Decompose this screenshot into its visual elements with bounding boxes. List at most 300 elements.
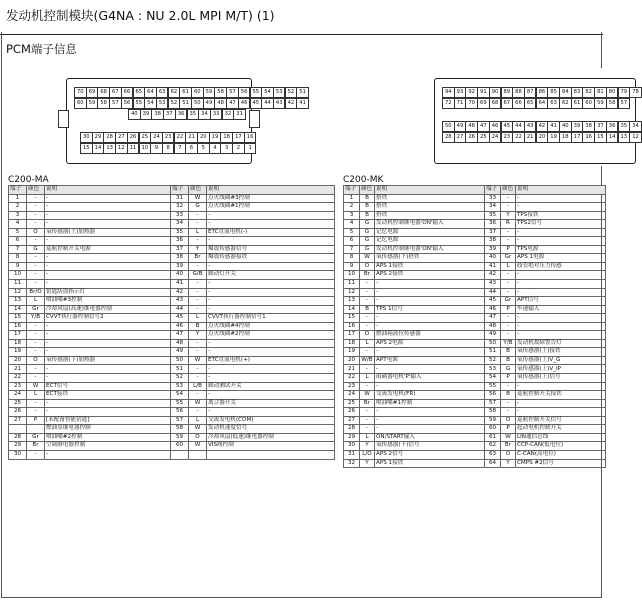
color-cell: Y/B (501, 339, 516, 348)
table-row (9, 271, 335, 280)
connector-ma-pin: 67 (109, 87, 122, 98)
color-cell: Y (189, 245, 207, 254)
color-cell: - (189, 339, 207, 348)
connector-mk-pin: 47 (477, 121, 490, 132)
description-cell: 氧传感器(上)信号 (516, 374, 606, 383)
description-cell: - (207, 280, 335, 289)
description-cell: APS 2接铁 (375, 271, 485, 280)
terminal-cell: 25 (344, 399, 360, 408)
section-title: PCM端子信息 (6, 42, 77, 56)
description-cell: 搭铁 (375, 203, 485, 212)
terminal-cell: 60 (485, 425, 501, 434)
table-row (344, 399, 606, 408)
terminal-cell: 24 (344, 391, 360, 400)
connector-ma-pin: 12 (115, 143, 128, 154)
color-cell: Br (360, 399, 375, 408)
terminal-cell (9, 425, 27, 434)
terminal-cell: 22 (9, 374, 27, 383)
description-cell: - (207, 365, 335, 374)
connector-mk-pin: 62 (559, 98, 572, 109)
color-cell: - (27, 211, 45, 220)
terminal-cell: 47 (485, 314, 501, 323)
color-cell: G (360, 228, 375, 237)
color-cell: Gr (27, 433, 45, 442)
terminal-cell: 29 (9, 442, 27, 451)
description-cell: 喷油嘴#2控制 (45, 433, 171, 442)
terminal-cell: 64 (485, 459, 501, 468)
column-header: 端子 (485, 186, 501, 195)
terminal-cell: 59 (485, 416, 501, 425)
color-cell: O (360, 331, 375, 340)
description-cell: - (375, 425, 485, 434)
description-cell: 燃油箱液位传感器 (375, 331, 485, 340)
connector-ma-pin: 36 (175, 109, 188, 120)
table-row (9, 203, 335, 212)
description-cell: - (516, 408, 606, 417)
description-cell: 空调继电器控制 (45, 442, 171, 451)
color-cell: W (27, 382, 45, 391)
terminal-cell: 9 (344, 262, 360, 271)
description-cell: - (45, 280, 171, 289)
connector-ma-pin: 2 (232, 143, 245, 154)
description-cell: 爆震传感器接铁 (207, 254, 335, 263)
terminal-cell: 38 (485, 237, 501, 246)
description-cell: - (516, 322, 606, 331)
terminal-cell: 10 (9, 271, 27, 280)
terminal-cell: 17 (9, 331, 27, 340)
connector-ma-pin: 20 (197, 132, 210, 143)
color-cell: P (501, 374, 516, 383)
description-cell: 制动测试开关 (207, 382, 335, 391)
connector-ma-tab-left (58, 110, 69, 128)
description-cell: - (207, 339, 335, 348)
color-cell: Y (360, 459, 375, 468)
table-row (344, 220, 606, 229)
table-row (344, 280, 606, 289)
terminal-cell: 26 (344, 408, 360, 417)
color-cell: L (501, 262, 516, 271)
terminal-cell: 61 (485, 433, 501, 442)
color-cell: P (501, 305, 516, 314)
terminal-cell: 42 (171, 288, 189, 297)
table-row (344, 425, 606, 434)
connector-mk-pin: 90 (489, 87, 502, 98)
connector-mk-pin: 44 (512, 121, 525, 132)
color-cell: - (27, 254, 45, 263)
connector-ma-pin: 41 (296, 98, 309, 109)
table-row (344, 391, 606, 400)
color-cell: - (27, 339, 45, 348)
description-cell: 记忆电源 (375, 228, 485, 237)
terminal-cell: 57 (485, 399, 501, 408)
color-cell: B (189, 322, 207, 331)
terminal-cell: 5 (344, 228, 360, 237)
terminal-cell: 50 (485, 339, 501, 348)
description-cell: APT信号 (516, 297, 606, 306)
color-cell: O (27, 228, 45, 237)
terminal-cell: 60 (171, 442, 189, 451)
terminal-cell: 2 (344, 203, 360, 212)
description-cell: - (45, 450, 171, 459)
description-cell: - (45, 194, 171, 203)
terminal-cell: 58 (171, 425, 189, 434)
color-cell: B (360, 194, 375, 203)
connector-mk-pin: 49 (454, 121, 467, 132)
connector-mk-pin: 83 (571, 87, 584, 98)
terminal-cell: 52 (485, 356, 501, 365)
color-cell: Y (189, 331, 207, 340)
connector-ma-pin: 50 (191, 98, 204, 109)
color-cell: - (501, 288, 516, 297)
table-row (344, 322, 606, 331)
description-cell: ETC直流电机(+) (207, 356, 335, 365)
table-row (344, 382, 606, 391)
terminal-cell: 45 (171, 314, 189, 323)
description-cell: - (45, 408, 171, 417)
description-cell: 搭铁 (375, 194, 485, 203)
description-cell: 车速输入 (516, 305, 606, 314)
terminal-cell: 34 (485, 203, 501, 212)
connector-mk-pin: 24 (489, 132, 502, 143)
color-cell: B (360, 203, 375, 212)
terminal-cell: 38 (171, 254, 189, 263)
connector-ma-pin: 56 (238, 87, 251, 98)
column-header: 说明 (516, 186, 606, 195)
connector-ma-pin: 55 (133, 98, 146, 109)
description-cell: 记忆电源 (375, 237, 485, 246)
color-cell: - (189, 365, 207, 374)
color-cell: - (189, 220, 207, 229)
terminal-cell: 55 (485, 382, 501, 391)
connector-mk-pin: 57 (618, 98, 631, 109)
terminal-cell: 13 (9, 297, 27, 306)
connector-mk-pin: 22 (512, 132, 525, 143)
color-cell: Br/O (27, 288, 45, 297)
connector-ma-pin: 56 (121, 98, 134, 109)
description-cell: 氧传感器(上)加热器 (45, 228, 171, 237)
connector-mk-pin: 14 (606, 132, 619, 143)
connector-mk-pin: 46 (489, 121, 502, 132)
terminal-cell: 13 (344, 297, 360, 306)
description-cell: - (207, 297, 335, 306)
connector-ma-pin: 60 (74, 98, 87, 109)
description-cell: C-CAN(高电位) (516, 450, 606, 459)
connector-ma-pin: 59 (203, 87, 216, 98)
color-cell: - (27, 408, 45, 417)
description-cell: - (516, 280, 606, 289)
color-cell: P (27, 416, 45, 425)
color-cell: G (27, 245, 45, 254)
color-cell: Br (189, 254, 207, 263)
terminal-cell: 51 (171, 365, 189, 374)
description-cell: - (375, 365, 485, 374)
table-ma-title: C200-MA (8, 175, 49, 185)
description-cell: - (516, 228, 606, 237)
color-cell: W (189, 425, 207, 434)
connector-ma-pin: 14 (92, 143, 105, 154)
connector-mk-pin: 39 (571, 121, 584, 132)
connector-ma-pin: 4 (209, 143, 222, 154)
description-cell: - (45, 322, 171, 331)
color-cell: L (27, 297, 45, 306)
terminal-cell: 6 (9, 237, 27, 246)
color-cell: L (189, 416, 207, 425)
connector-ma-pin: 44 (261, 98, 274, 109)
terminal-cell: 55 (171, 399, 189, 408)
terminal-cell: 56 (171, 408, 189, 417)
terminal-cell: 34 (171, 220, 189, 229)
color-cell: - (27, 220, 45, 229)
terminal-cell: 54 (171, 391, 189, 400)
color-cell: - (360, 314, 375, 323)
table-row (344, 314, 606, 323)
connector-mk-pin: 72 (442, 98, 455, 109)
color-cell: - (27, 322, 45, 331)
connector-ma-pin: 38 (151, 109, 164, 120)
description-cell: - (516, 382, 606, 391)
table-row (9, 331, 335, 340)
color-cell: B (360, 211, 375, 220)
connector-ma-pin: 42 (285, 98, 298, 109)
terminal-cell: 22 (344, 374, 360, 383)
color-cell: G (501, 365, 516, 374)
description-cell: APS 1接铁 (375, 262, 485, 271)
terminal-cell: 56 (485, 391, 501, 400)
connector-ma-pin: 61 (179, 87, 192, 98)
connector-mk-pin: 20 (536, 132, 549, 143)
connector-ma-pin: 52 (168, 98, 181, 109)
table-row (9, 305, 335, 314)
color-cell: - (27, 348, 45, 357)
connector-mk-pin: 58 (606, 98, 619, 109)
connector-ma-pin: 28 (103, 132, 116, 143)
connector-mk-row (442, 121, 641, 132)
terminal-cell: 53 (171, 382, 189, 391)
terminal-cell: 19 (344, 348, 360, 357)
column-header: 端子 (344, 186, 360, 195)
connector-ma-pin: 24 (150, 132, 163, 143)
connector-ma-pin: 40 (128, 109, 141, 120)
description-cell: APS 1电源 (516, 254, 606, 263)
connector-mk-pin: 18 (559, 132, 572, 143)
connector-ma-pin: 59 (86, 98, 99, 109)
description-cell: - (207, 211, 335, 220)
connector-ma-pin: 33 (210, 109, 223, 120)
connector-mk-pin: 85 (547, 87, 560, 98)
terminal-cell: 31 (171, 194, 189, 203)
connector-ma-pin: 46 (238, 98, 251, 109)
table-row (344, 297, 606, 306)
terminal-cell: 51 (485, 348, 501, 357)
description-cell: - (45, 254, 171, 263)
connector-mk-pin: 12 (629, 132, 642, 143)
description-cell: 点火线圈#4控制 (207, 322, 335, 331)
connector-mk-pin: 43 (524, 121, 537, 132)
terminal-cell: 49 (171, 348, 189, 357)
connector-ma-pin: 27 (115, 132, 128, 143)
terminal-cell: 33 (485, 194, 501, 203)
connector-ma-pin: 54 (261, 87, 274, 98)
terminal-cell: 17 (344, 331, 360, 340)
terminal-cell: 23 (344, 382, 360, 391)
connector-ma-pin: 34 (198, 109, 211, 120)
color-cell: - (27, 331, 45, 340)
description-cell: - (375, 314, 485, 323)
color-cell: W (501, 433, 516, 442)
color-cell: - (189, 348, 207, 357)
connector-mk-pin: 79 (618, 87, 631, 98)
connector-mk-pin: 13 (618, 132, 631, 143)
color-cell: - (189, 211, 207, 220)
terminal-cell: 32 (344, 459, 360, 468)
connector-mk-pin: 26 (465, 132, 478, 143)
terminal-cell: 28 (9, 433, 27, 442)
connector-ma-pin: 18 (220, 132, 233, 143)
description-cell: 巡航控制开关接铁 (516, 391, 606, 400)
table-row (344, 450, 606, 459)
description-cell: - (516, 314, 606, 323)
connector-ma-pin: 1 (244, 143, 257, 154)
color-cell: R (501, 220, 516, 229)
description-cell: 巡航控制开关信号 (516, 416, 606, 425)
terminal-cell: 12 (344, 288, 360, 297)
terminal-cell: 23 (9, 382, 27, 391)
color-cell: G (189, 203, 207, 212)
terminal-cell: 18 (344, 339, 360, 348)
description-cell: 点火线圈#3控制 (207, 194, 335, 203)
color-cell: - (360, 322, 375, 331)
description-cell: 雨刷器电机'P'输入 (375, 374, 485, 383)
terminal-cell: 41 (485, 262, 501, 271)
description-cell: ECT信号 (45, 382, 171, 391)
table-row (9, 382, 335, 391)
description-cell: CVVT执行器控制信号2 (45, 314, 171, 323)
connector-mk-row (442, 98, 629, 109)
terminal-cell: 58 (485, 408, 501, 417)
table-row (9, 262, 335, 271)
color-cell: L (360, 339, 375, 348)
column-header: 颜色 (501, 186, 516, 195)
connector-ma-pin: 8 (162, 143, 175, 154)
table-ma-header (9, 186, 335, 195)
description-cell: - (375, 348, 485, 357)
terminal-cell: 27 (9, 416, 27, 425)
connector-ma-pin: 37 (163, 109, 176, 120)
table-mk (343, 185, 606, 468)
connector-ma-pin: 65 (133, 87, 146, 98)
terminal-cell: 28 (344, 425, 360, 434)
terminal-cell: 21 (9, 365, 27, 374)
description-cell: APT电源 (375, 356, 485, 365)
color-cell: W (360, 391, 375, 400)
terminal-cell: 19 (9, 348, 27, 357)
connector-mk-pin: 63 (547, 98, 560, 109)
description-cell: ON/START输入 (375, 433, 485, 442)
terminal-cell: 11 (344, 280, 360, 289)
description-cell: 交流发电机(FR) (375, 391, 485, 400)
description-cell: - (45, 348, 171, 357)
description-cell: - (375, 288, 485, 297)
table-row (344, 442, 606, 451)
table-row (9, 365, 335, 374)
connector-ma-pin: 57 (109, 98, 122, 109)
table-row (344, 459, 606, 468)
terminal-cell: 40 (171, 271, 189, 280)
description-cell: - (207, 374, 335, 383)
connector-mk-pin: 38 (582, 121, 595, 132)
description-cell: 燃油泵继电器控制 (45, 425, 171, 434)
color-cell: - (27, 450, 45, 459)
column-header: 端子 (9, 186, 27, 195)
color-cell: - (189, 391, 207, 400)
color-cell: L (360, 374, 375, 383)
description-cell: 搭铁 (375, 211, 485, 220)
terminal-cell: 16 (9, 322, 27, 331)
description-cell: TPS2信号 (516, 220, 606, 229)
terminal-cell: 5 (9, 228, 27, 237)
description-cell: ETC直流电机(-) (207, 228, 335, 237)
description-cell: LIN通信总线 (516, 433, 606, 442)
terminal-cell: 62 (485, 442, 501, 451)
color-cell: O (360, 262, 375, 271)
terminal-cell: 40 (485, 254, 501, 263)
color-cell: - (501, 228, 516, 237)
table-row (344, 271, 606, 280)
color-cell: - (360, 416, 375, 425)
table-row (344, 262, 606, 271)
color-cell: - (189, 237, 207, 246)
terminal-cell: 42 (485, 271, 501, 280)
terminal-cell: 9 (9, 262, 27, 271)
page-header (0, 0, 603, 35)
terminal-cell: 32 (171, 203, 189, 212)
connector-mk-pin: 34 (629, 121, 642, 132)
description-cell: TPS接铁 (516, 211, 606, 220)
description-cell: - (45, 203, 171, 212)
description-cell: - (45, 399, 171, 408)
connector-ma-pin: 54 (144, 98, 157, 109)
description-cell: 起动电机控制开关 (516, 425, 606, 434)
description-cell: 喷油嘴#1控制 (375, 399, 485, 408)
terminal-cell: 14 (344, 305, 360, 314)
terminal-cell: 44 (171, 305, 189, 314)
description-cell: - (45, 365, 171, 374)
color-cell: B (501, 391, 516, 400)
connector-ma-pin: 9 (150, 143, 163, 154)
terminal-cell: 43 (171, 297, 189, 306)
table-row (9, 254, 335, 263)
color-cell: Br (360, 271, 375, 280)
terminal-cell: 2 (9, 203, 27, 212)
connector-mk-pin: 36 (606, 121, 619, 132)
color-cell: Br (501, 442, 516, 451)
connector-mk-pin: 40 (559, 121, 572, 132)
table-row (9, 280, 335, 289)
connector-mk-pin: 66 (512, 98, 525, 109)
table-row (344, 245, 606, 254)
column-header: 颜色 (27, 186, 45, 195)
table-ma (8, 185, 335, 460)
connector-mk-pin: 92 (465, 87, 478, 98)
color-cell: - (501, 322, 516, 331)
connector-mk-pin: 80 (606, 87, 619, 98)
connector-ma-pin: 58 (97, 98, 110, 109)
terminal-cell: 44 (485, 288, 501, 297)
color-cell: - (501, 237, 516, 246)
connector-ma-pin: 53 (156, 98, 169, 109)
description-cell: - (516, 203, 606, 212)
description-cell: 喷油嘴#3控制 (45, 297, 171, 306)
